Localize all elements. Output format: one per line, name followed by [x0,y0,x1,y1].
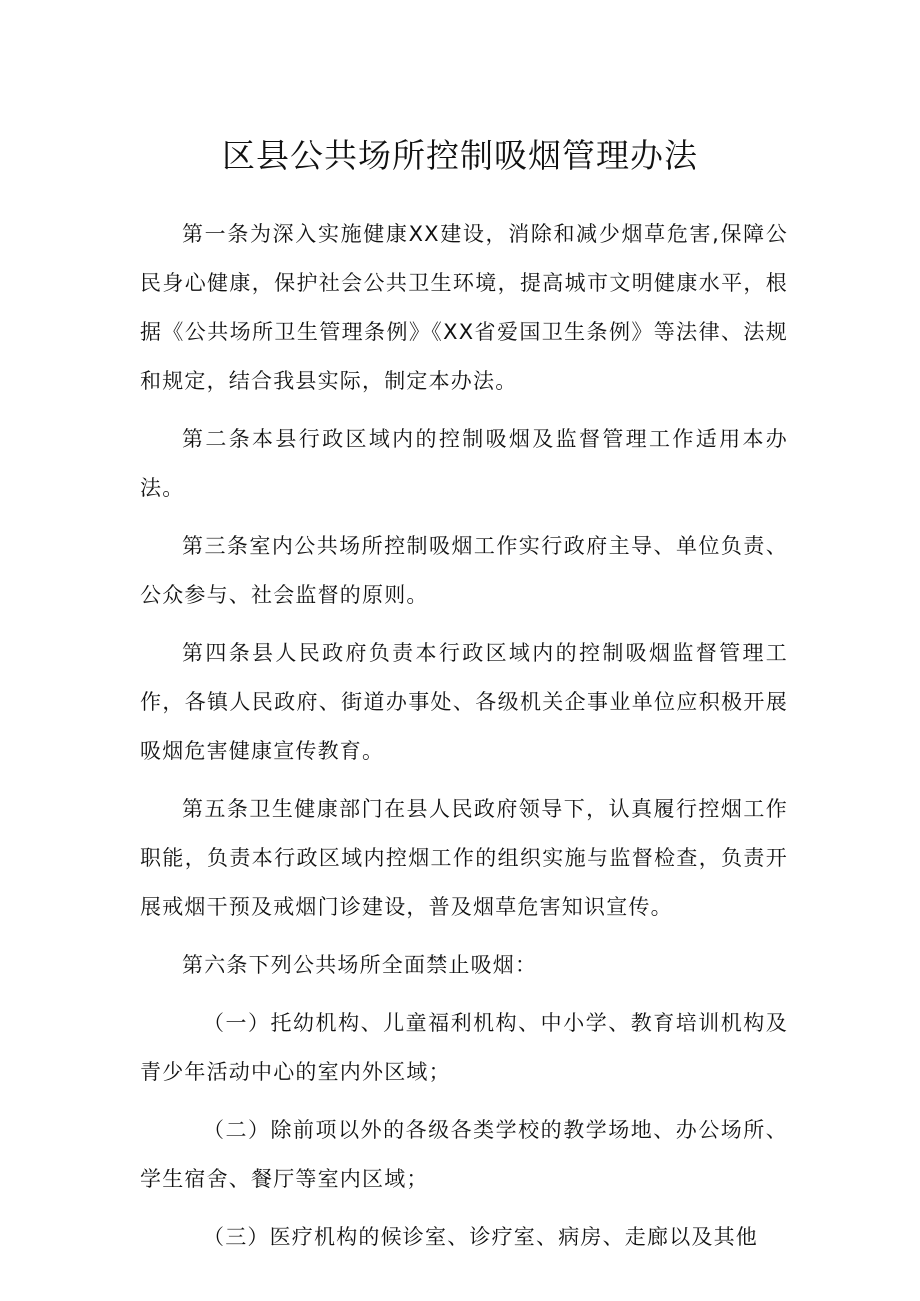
list-item-3: （三）医疗机构的候诊室、诊疗室、病房、走廊以及其他 [203,1225,758,1249]
list-item-1: （一）托幼机构、儿童福利机构、中小学、教育培训机构及青少年活动中心的室内外区域； [140,1011,788,1084]
list-item-2: （二）除前项以外的各级各类学校的教学场地、办公场所、学生宿舍、餐厅等室内区域； [140,1118,788,1191]
article-2-paragraph: 第二条本县行政区域内的控制吸烟及监督管理工作适用本办法。 [140,427,788,500]
article-1-paragraph: 第一条为深入实施健康XX建设，消除和减少烟草危害,保障公民身心健康，保护社会公共卫生环境，提高城市文明健康水平，根据《公共场所卫生管理条例》《XX省爱国卫生条例》等法律、法规和规定，结合我县实际，制定本办法。 [140,222,788,393]
article-5-paragraph: 第五条卫生健康部门在县人民政府领导下，认真履行控烟工作职能，负责本行政区域内控烟工作的组织实施与监督检查，负责开展戒烟干预及戒烟门诊建设，普及烟草危害知识宣传。 [140,797,788,919]
article-4-paragraph: 第四条县人民政府负责本行政区域内的控制吸烟监督管理工作，各镇人民政府、街道办事处、各级机关企事业单位应积极开展吸烟危害健康宣传教育。 [140,641,788,763]
document-body [140,210,788,1271]
article-6-paragraph: 第六条下列公共场所全面禁止吸烟： [182,953,538,977]
article-3-paragraph: 第三条室内公共场所控制吸烟工作实行政府主导、单位负责、公众参与、社会监督的原则。 [140,534,788,607]
document-title: 区县公共场所控制吸烟管理办法 [222,136,698,175]
